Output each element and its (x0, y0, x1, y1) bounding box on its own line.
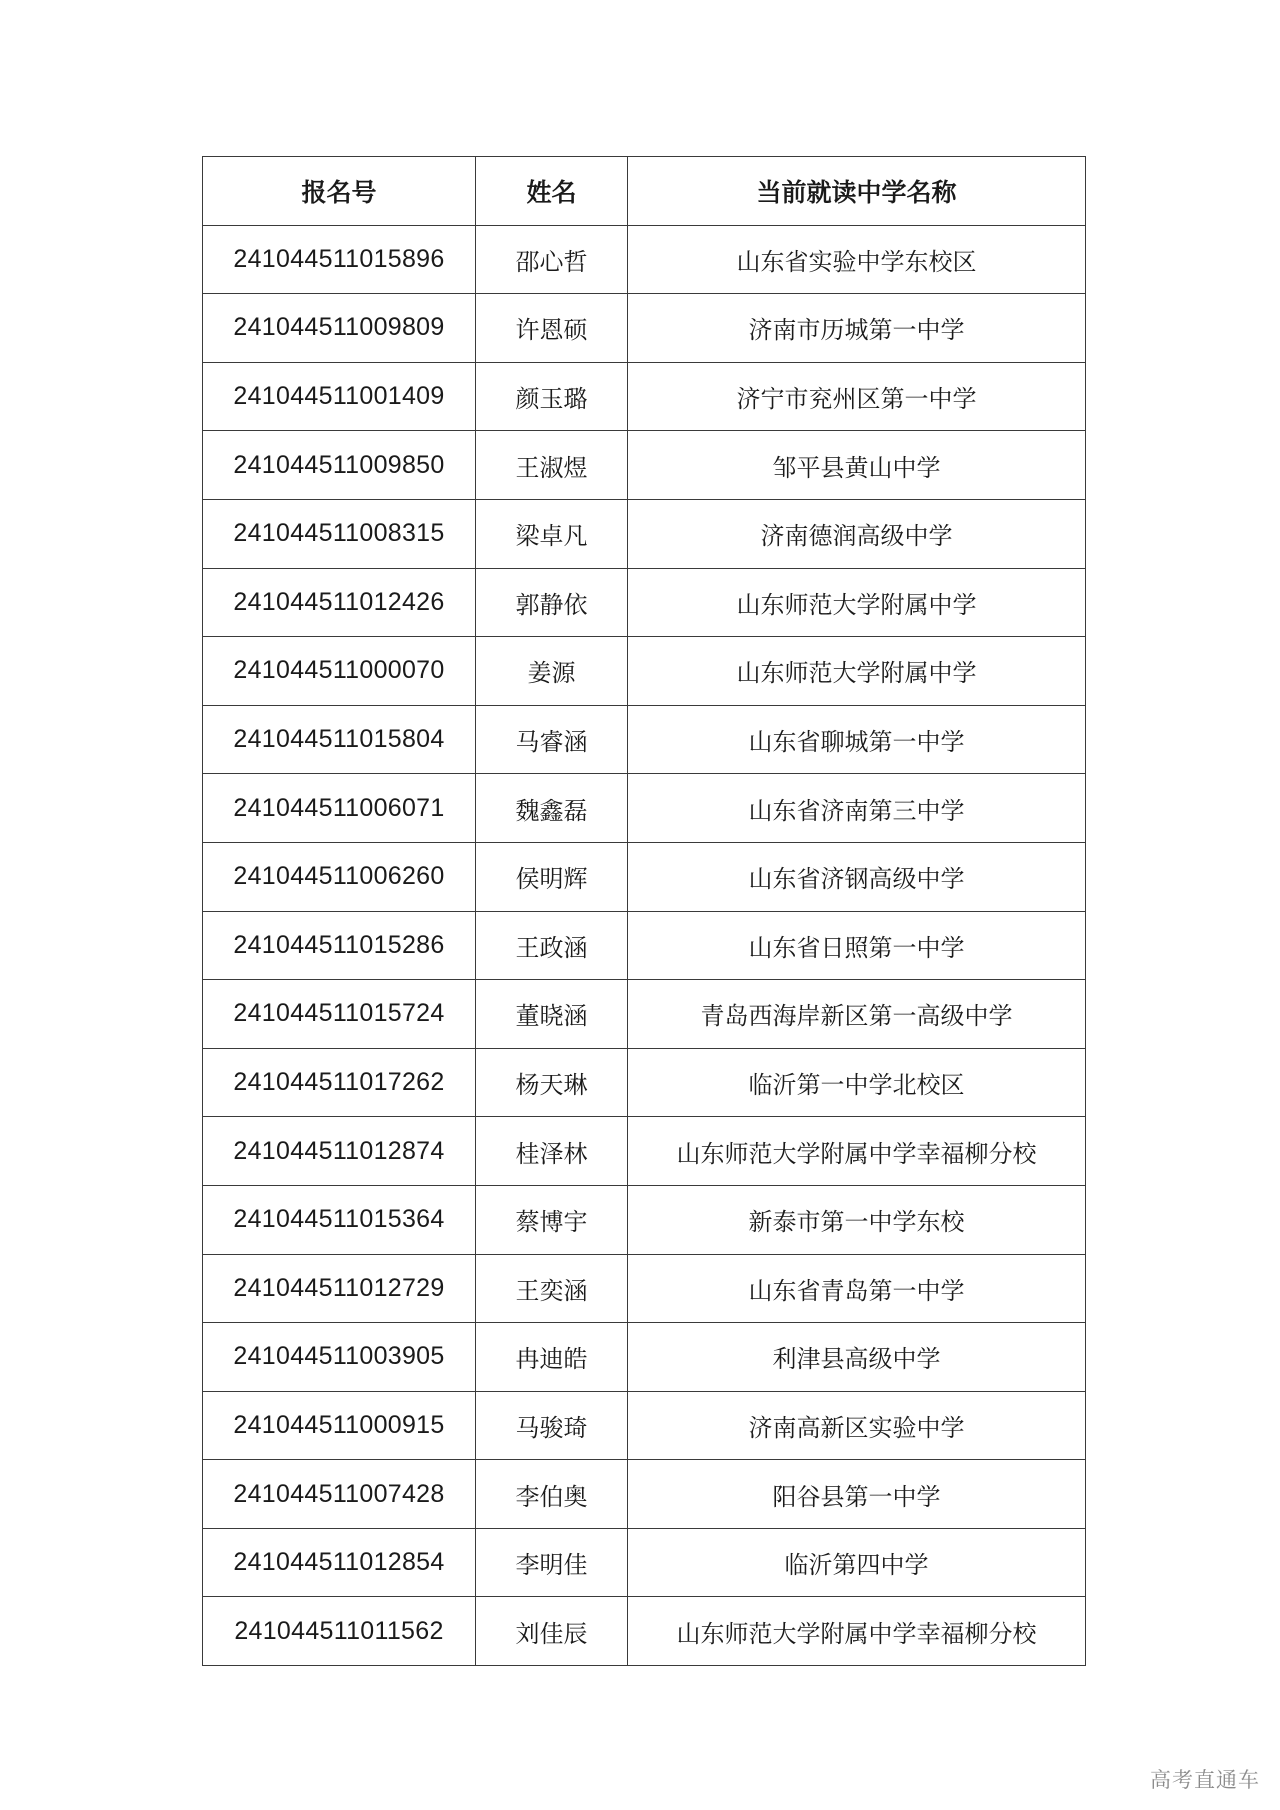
school-cell: 山东省聊城第一中学 (628, 705, 1086, 774)
table-body (203, 225, 1086, 1665)
registration-number-cell: 241044511006071 (203, 774, 476, 843)
table-row (203, 431, 1086, 500)
school-cell: 山东师范大学附属中学 (628, 568, 1086, 637)
school-cell: 山东省济南第三中学 (628, 774, 1086, 843)
name-cell: 李明佳 (476, 1528, 628, 1597)
name-cell: 桂泽林 (476, 1117, 628, 1186)
registration-number-cell: 241044511001409 (203, 362, 476, 431)
name-cell: 王淑煜 (476, 431, 628, 500)
registration-number-cell: 241044511015724 (203, 980, 476, 1049)
school-cell: 山东师范大学附属中学幸福柳分校 (628, 1597, 1086, 1666)
school-cell: 济宁市兖州区第一中学 (628, 362, 1086, 431)
school-cell: 山东省济钢高级中学 (628, 842, 1086, 911)
table-header-row (203, 157, 1086, 226)
table-row (203, 294, 1086, 363)
table-row (203, 980, 1086, 1049)
school-cell: 山东师范大学附属中学 (628, 637, 1086, 706)
name-cell: 蔡博宇 (476, 1185, 628, 1254)
name-cell: 马骏琦 (476, 1391, 628, 1460)
name-cell: 许恩硕 (476, 294, 628, 363)
school-cell: 济南德润高级中学 (628, 499, 1086, 568)
name-cell: 邵心哲 (476, 225, 628, 294)
table-row (203, 1460, 1086, 1529)
table-row (203, 842, 1086, 911)
registration-number-cell: 241044511017262 (203, 1048, 476, 1117)
registration-number-cell: 241044511015286 (203, 911, 476, 980)
registration-number-cell: 241044511015896 (203, 225, 476, 294)
registration-number-cell: 241044511003905 (203, 1323, 476, 1392)
school-cell: 山东省实验中学东校区 (628, 225, 1086, 294)
table-row (203, 225, 1086, 294)
name-cell: 李伯奥 (476, 1460, 628, 1529)
name-cell: 冉迪皓 (476, 1323, 628, 1392)
registration-number-cell: 241044511011562 (203, 1597, 476, 1666)
registration-number-cell: 241044511015364 (203, 1185, 476, 1254)
name-cell: 姜源 (476, 637, 628, 706)
table-row (203, 1323, 1086, 1392)
table-row (203, 362, 1086, 431)
name-cell: 王政涵 (476, 911, 628, 980)
document-page (202, 156, 1085, 1666)
school-cell: 山东省青岛第一中学 (628, 1254, 1086, 1323)
table-row (203, 1117, 1086, 1186)
registration-number-cell: 241044511012874 (203, 1117, 476, 1186)
school-cell: 青岛西海岸新区第一高级中学 (628, 980, 1086, 1049)
school-cell: 济南市历城第一中学 (628, 294, 1086, 363)
header-registration-number: 报名号 (203, 157, 476, 226)
table-row (203, 1597, 1086, 1666)
table-row (203, 499, 1086, 568)
school-cell: 利津县高级中学 (628, 1323, 1086, 1392)
name-cell: 马睿涵 (476, 705, 628, 774)
header-name: 姓名 (476, 157, 628, 226)
school-cell: 邹平县黄山中学 (628, 431, 1086, 500)
table-row (203, 1254, 1086, 1323)
registration-number-cell: 241044511012426 (203, 568, 476, 637)
name-cell: 颜玉璐 (476, 362, 628, 431)
admission-table (202, 156, 1086, 1666)
name-cell: 侯明辉 (476, 842, 628, 911)
table-row (203, 705, 1086, 774)
registration-number-cell: 241044511009850 (203, 431, 476, 500)
school-cell: 阳谷县第一中学 (628, 1460, 1086, 1529)
name-cell: 董晓涵 (476, 980, 628, 1049)
name-cell: 刘佳辰 (476, 1597, 628, 1666)
registration-number-cell: 241044511008315 (203, 499, 476, 568)
table-row (203, 637, 1086, 706)
school-cell: 山东师范大学附属中学幸福柳分校 (628, 1117, 1086, 1186)
registration-number-cell: 241044511015804 (203, 705, 476, 774)
registration-number-cell: 241044511012729 (203, 1254, 476, 1323)
name-cell: 魏鑫磊 (476, 774, 628, 843)
name-cell: 王奕涵 (476, 1254, 628, 1323)
school-cell: 临沂第四中学 (628, 1528, 1086, 1597)
table-row (203, 1528, 1086, 1597)
name-cell: 郭静依 (476, 568, 628, 637)
school-cell: 临沂第一中学北校区 (628, 1048, 1086, 1117)
watermark-text: 高考直通车 (1150, 1768, 1260, 1792)
registration-number-cell: 241044511000915 (203, 1391, 476, 1460)
registration-number-cell: 241044511006260 (203, 842, 476, 911)
registration-number-cell: 241044511007428 (203, 1460, 476, 1529)
table-row (203, 1048, 1086, 1117)
table-row (203, 911, 1086, 980)
table-row (203, 568, 1086, 637)
table-row (203, 1391, 1086, 1460)
table-row (203, 774, 1086, 843)
header-school: 当前就读中学名称 (628, 157, 1086, 226)
name-cell: 杨天琳 (476, 1048, 628, 1117)
registration-number-cell: 241044511000070 (203, 637, 476, 706)
registration-number-cell: 241044511012854 (203, 1528, 476, 1597)
school-cell: 新泰市第一中学东校 (628, 1185, 1086, 1254)
school-cell: 济南高新区实验中学 (628, 1391, 1086, 1460)
name-cell: 梁卓凡 (476, 499, 628, 568)
table-row (203, 1185, 1086, 1254)
school-cell: 山东省日照第一中学 (628, 911, 1086, 980)
registration-number-cell: 241044511009809 (203, 294, 476, 363)
